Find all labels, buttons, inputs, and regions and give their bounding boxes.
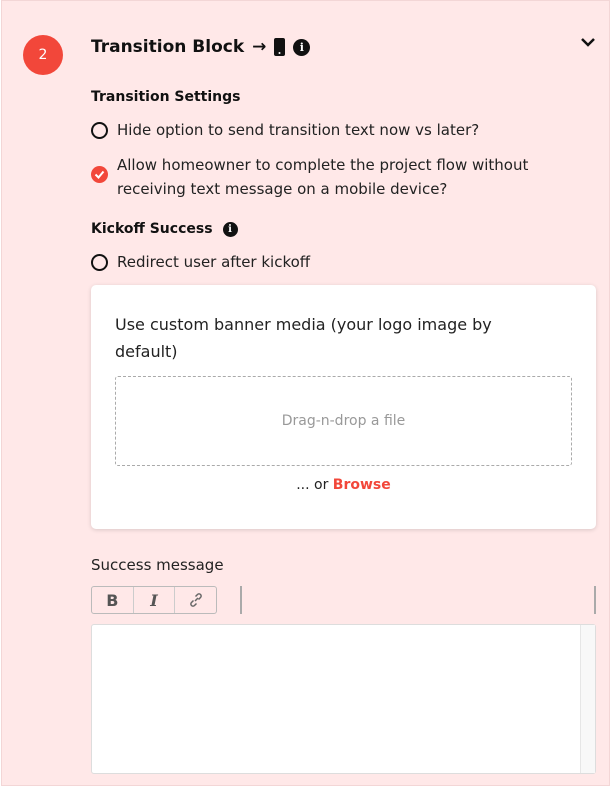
bold-button[interactable]: B — [92, 587, 134, 613]
banner-media-title: Use custom banner media (your logo image by default) — [115, 315, 492, 361]
dropzone-text: Drag-n-drop a file — [281, 413, 406, 429]
info-icon[interactable]: i — [293, 39, 310, 56]
toolbar-divider — [594, 586, 596, 614]
info-icon[interactable]: i — [223, 222, 238, 237]
or-text: ... or — [296, 477, 329, 493]
step-number-badge: 2 — [23, 35, 63, 75]
link-icon — [188, 592, 204, 608]
kickoff-heading-text: Kickoff Success — [91, 221, 213, 237]
mobile-phone-icon — [274, 38, 285, 56]
option-label: Allow homeowner to complete the project flow without receiving text message on a mobile device? — [117, 156, 529, 198]
link-button[interactable] — [175, 587, 216, 613]
arrow-right-icon: → — [252, 37, 267, 57]
kickoff-success-heading — [91, 221, 238, 237]
browse-link[interactable]: Browse — [332, 477, 391, 493]
check-icon[interactable] — [91, 166, 108, 183]
file-dropzone[interactable] — [115, 376, 572, 466]
radio-unchecked[interactable] — [91, 122, 108, 139]
transition-settings-heading: Transition Settings — [91, 89, 241, 105]
chevron-down-icon[interactable] — [579, 33, 597, 51]
block-title-text: Transition Block — [91, 37, 245, 57]
formatting-toolbar — [91, 586, 217, 614]
option-label: Hide option to send transition text now vs later? — [117, 121, 480, 139]
banner-media-card — [91, 285, 596, 529]
italic-button[interactable]: I — [134, 587, 176, 613]
block-title — [91, 37, 310, 57]
editor-scrollbar[interactable] — [580, 625, 595, 773]
radio-unchecked[interactable] — [91, 254, 108, 271]
redirect-after-kickoff-radio[interactable] — [91, 250, 310, 274]
browse-row — [91, 477, 596, 493]
success-message-editor[interactable] — [91, 624, 596, 774]
option-label: Redirect user after kickoff — [117, 253, 311, 271]
transition-block-panel — [1, 0, 610, 786]
allow-complete-without-text-radio[interactable] — [91, 153, 561, 201]
hide-option-radio[interactable] — [91, 118, 479, 142]
toolbar-divider — [240, 586, 242, 614]
success-message-label: Success message — [91, 556, 224, 574]
